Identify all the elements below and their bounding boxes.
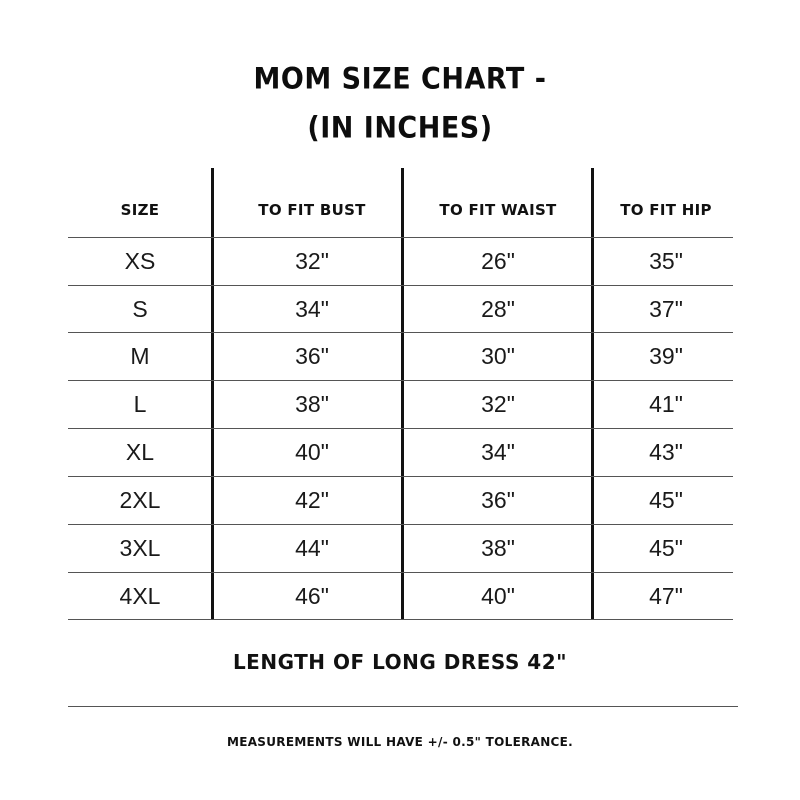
row-divider bbox=[68, 332, 733, 333]
measurement-cell: 41" bbox=[649, 391, 683, 417]
row-divider bbox=[68, 380, 733, 381]
measurement-cell: 46" bbox=[295, 582, 329, 609]
measurement-cell: 32" bbox=[481, 391, 515, 417]
tolerance-note: MEASUREMENTS WILL HAVE +/- 0.5" TOLERANCE. bbox=[226, 735, 574, 749]
measurement-cell: 38" bbox=[295, 391, 329, 417]
measurement-cell: 30" bbox=[481, 343, 515, 369]
size-label-cell: XS bbox=[124, 248, 156, 274]
measurement-cell: 40" bbox=[481, 582, 515, 609]
measurement-cell: 34" bbox=[481, 439, 515, 465]
size-label-cell: L bbox=[133, 391, 147, 417]
row-divider bbox=[68, 428, 733, 429]
row-divider bbox=[68, 572, 733, 573]
row-divider bbox=[68, 619, 733, 620]
measurement-cell: 43" bbox=[649, 439, 683, 465]
column-header: SIZE bbox=[120, 201, 160, 219]
measurement-cell: 36" bbox=[295, 343, 329, 369]
page-title: MOM SIZE CHART - bbox=[253, 62, 547, 97]
measurement-cell: 47" bbox=[649, 582, 683, 609]
measurement-cell: 34" bbox=[295, 295, 329, 322]
column-header: TO FIT HIP bbox=[620, 201, 712, 219]
size-label-cell: 2XL bbox=[119, 487, 161, 513]
measurement-cell: 32" bbox=[295, 248, 329, 274]
size-label-cell: S bbox=[132, 295, 148, 322]
size-label-cell: M bbox=[130, 343, 150, 369]
page-subtitle: (IN INCHES) bbox=[307, 111, 493, 146]
column-header: TO FIT WAIST bbox=[439, 201, 557, 219]
measurement-cell: 40" bbox=[295, 439, 329, 465]
measurement-cell: 35" bbox=[649, 248, 683, 274]
size-label-cell: XL bbox=[125, 439, 155, 465]
size-label-cell: 4XL bbox=[119, 582, 161, 609]
measurement-cell: 42" bbox=[295, 487, 329, 513]
column-header: TO FIT BUST bbox=[258, 201, 366, 219]
measurement-cell: 38" bbox=[481, 535, 515, 561]
row-divider bbox=[68, 524, 733, 525]
row-divider bbox=[68, 476, 733, 477]
measurement-cell: 26" bbox=[481, 248, 515, 274]
divider bbox=[68, 706, 738, 707]
measurement-cell: 39" bbox=[649, 343, 683, 369]
row-divider bbox=[68, 237, 733, 238]
column-divider bbox=[401, 168, 404, 620]
row-divider bbox=[68, 285, 733, 286]
measurement-cell: 37" bbox=[649, 295, 683, 322]
measurement-cell: 36" bbox=[481, 487, 515, 513]
measurement-cell: 45" bbox=[649, 535, 683, 561]
measurement-cell: 44" bbox=[295, 535, 329, 561]
dress-length-note: LENGTH OF LONG DRESS 42" bbox=[232, 650, 568, 674]
measurement-cell: 28" bbox=[481, 295, 515, 322]
size-label-cell: 3XL bbox=[119, 535, 161, 561]
measurement-cell: 45" bbox=[649, 487, 683, 513]
